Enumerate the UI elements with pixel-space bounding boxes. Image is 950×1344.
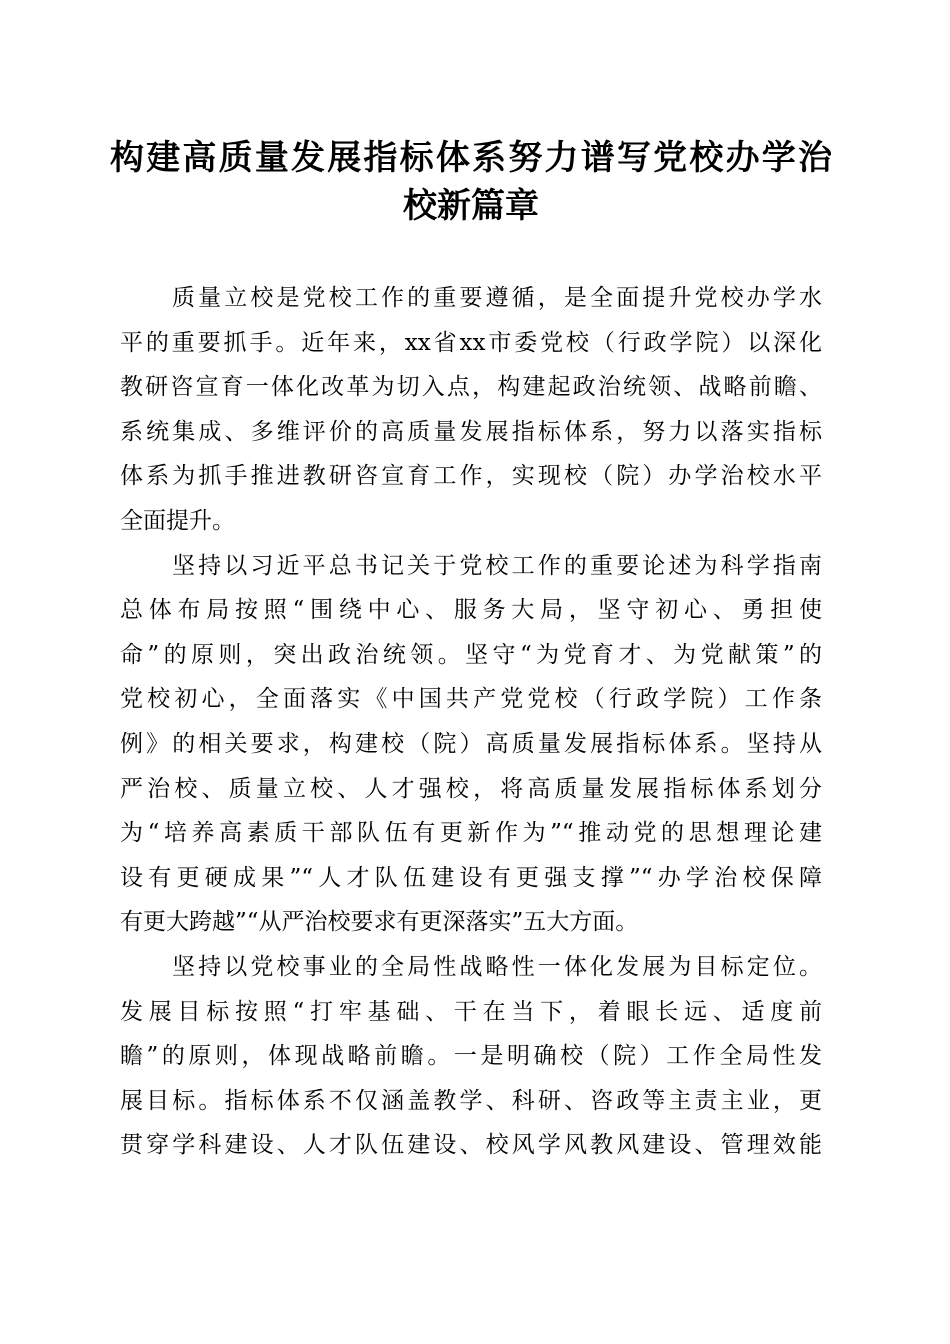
text-line: 质量立校是党校工作的重要遵循，是全面提升党校办学水 bbox=[172, 285, 822, 311]
text-line: 坚持以习近平总书记关于党校工作的重要论述为科学指南 bbox=[172, 552, 822, 579]
text-line: 系统集成、多维评价的高质量发展指标体系，努力以落实指标 bbox=[120, 418, 822, 445]
text-line: 为“培养高素质干部队伍有更新作为”“推动党的思想理论建 bbox=[120, 820, 822, 847]
text-line: 有更大跨越”“从严治校要求有更深落实”五大方面。 bbox=[120, 909, 639, 936]
document-body bbox=[120, 276, 822, 1168]
text-line: 总体布局按照“围绕中心、服务大局，坚守初心、勇担使 bbox=[120, 597, 822, 624]
text-line: 全面提升。 bbox=[120, 507, 235, 534]
text-line: 体系为抓手推进教研咨宣育工作，实现校（院）办学治校水平 bbox=[120, 463, 822, 490]
title-line: 校新篇章 bbox=[403, 186, 539, 226]
text-line: 瞻”的原则，体现战略前瞻。一是明确校（院）工作全局性发 bbox=[120, 1043, 822, 1070]
text-line: 例》的相关要求，构建校（院）高质量发展指标体系。坚持从 bbox=[120, 730, 822, 757]
paragraph bbox=[120, 945, 822, 1168]
text-line: 教研咨宣育一体化改革为切入点，构建起政治统领、战略前瞻、 bbox=[120, 374, 822, 401]
text-line: 严治校、质量立校、人才强校，将高质量发展指标体系划分 bbox=[120, 775, 822, 802]
text-line: 贯穿学科建设、人才队伍建设、校风学风教风建设、管理效能 bbox=[120, 1132, 822, 1159]
text-line: 设有更硬成果”“人才队伍建设有更强支撑”“办学治校保障 bbox=[120, 864, 822, 891]
text-line: 发展目标按照“打牢基础、干在当下，着眼长远、适度前 bbox=[120, 998, 822, 1025]
text-line: 展目标。指标体系不仅涵盖教学、科研、咨政等主责主业，更 bbox=[120, 1087, 822, 1114]
text-line: 平的重要抓手。近年来，xx省xx市委党校（行政学院）以深化 bbox=[120, 329, 822, 356]
text-line: 党校初心，全面落实《中国共产党党校（行政学院）工作条 bbox=[120, 686, 822, 713]
title-line: 构建高质量发展指标体系努力谱写党校办学治 bbox=[110, 138, 832, 178]
paragraph bbox=[120, 276, 822, 544]
text-line: 坚持以党校事业的全局性战略性一体化发展为目标定位。 bbox=[172, 953, 822, 980]
document-title bbox=[110, 134, 832, 230]
text-line: 命”的原则，突出政治统领。坚守“为党育才、为党献策”的 bbox=[120, 641, 822, 668]
paragraph bbox=[120, 544, 822, 945]
